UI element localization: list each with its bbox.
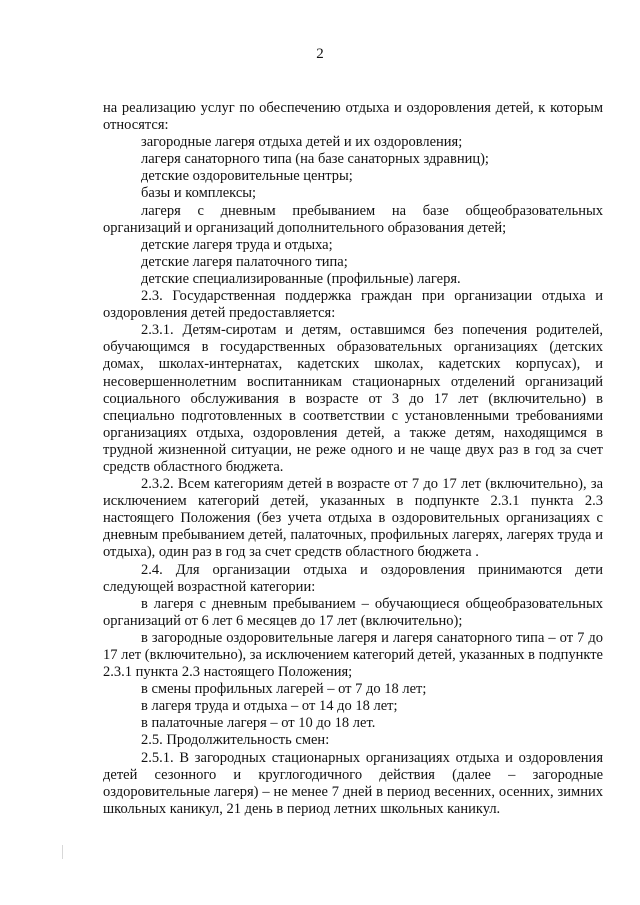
paragraph: 2.3.2. Всем категориям детей в возрасте от 7 до 17 лет (включительно), за исключением категорий детей, указанных в подпункте 2.3.1 пункта 2.3 настоящего Положения (без учета отдыха в оздоровительных организациях с дневным пребыванием детей, палаточных, профильных лагерях, лагерях труда и отдыха), один раз в год за счет средств областного бюджета . — [103, 476, 603, 561]
paragraph: 2.3.1. Детям-сиротам и детям, оставшимся без попечения родителей, обучающимся в государственных образовательных организациях (детских домах, школах-интернатах, кадетских школах, кадетских корпусах), и несовершеннолетним воспитанникам стационарных отделений организаций социального обслуживания в возрасте от 3 до 17 лет (включительно) в специально подготовленных в соответствии с установленными требованиями организациях отдыха, оздоровления детей, а также детям, находящимся в трудной жизненной ситуации, не реже одного и не чаще двух раз в год за счет средств областного бюджета. — [103, 322, 603, 475]
paragraph: 2.3. Государственная поддержка граждан при организации отдыха и оздоровления детей предоставляется: — [103, 288, 603, 322]
scan-mark — [62, 845, 63, 859]
paragraph: на реализацию услуг по обеспечению отдыха и оздоровления детей, к которым относятся: — [103, 100, 603, 134]
paragraph: в лагеря труда и отдыха – от 14 до 18 лет; — [141, 698, 398, 715]
paragraph: детские специализированные (профильные) лагеря. — [141, 270, 461, 287]
paragraph: в палаточные лагеря – от 10 до 18 лет. — [141, 715, 376, 732]
paragraph: детские лагеря палаточного типа; — [141, 253, 348, 270]
paragraph: детские лагеря труда и отдыха; — [141, 236, 333, 253]
paragraph: лагеря санаторного типа (на базе санаторных здравниц); — [141, 151, 489, 168]
paragraph: 2.4. Для организации отдыха и оздоровления принимаются дети следующей возрастной категории: — [103, 561, 603, 595]
paragraph: в лагеря с дневным пребыванием – обучающиеся общеобразовательных организаций от 6 лет 6 месяцев до 17 лет (включительно); — [103, 595, 603, 629]
paragraph: лагеря с дневным пребыванием на базе общеобразовательных организаций и организаций дополнительного образования детей; — [103, 202, 603, 236]
page-number: 2 — [316, 46, 324, 62]
paragraph: загородные лагеря отдыха детей и их оздоровления; — [141, 134, 463, 151]
paragraph: в загородные оздоровительные лагеря и лагеря санаторного типа – от 7 до 17 лет (включительно), за исключением категорий детей, указанных в подпункте 2.3.1 пункта 2.3 настоящего Положения; — [103, 629, 603, 681]
document-body — [103, 100, 603, 818]
paragraph: 2.5.1. В загородных стационарных организациях отдыха и оздоровления детей сезонного и круглогодичного действия (далее – загородные оздоровительные лагеря) – не менее 7 дней в период весенних, осенних, зимних школьных каникул, 21 день в период летних школьных каникул. — [103, 749, 603, 817]
paragraph: детские оздоровительные центры; — [141, 168, 353, 185]
paragraph: базы и комплексы; — [141, 185, 257, 202]
paragraph: 2.5. Продолжительность смен: — [141, 732, 330, 749]
paragraph: в смены профильных лагерей – от 7 до 18 лет; — [141, 681, 427, 698]
